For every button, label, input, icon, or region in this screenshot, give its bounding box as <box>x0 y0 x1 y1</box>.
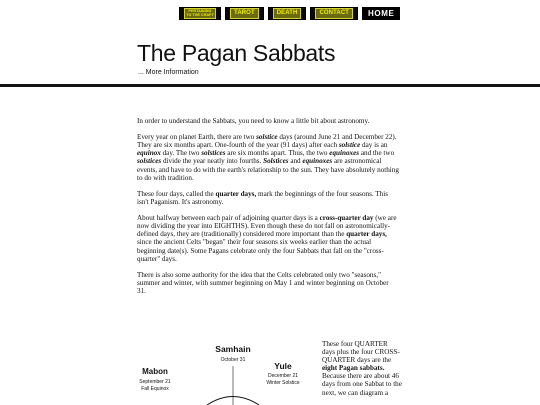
nav-death-button[interactable] <box>268 7 307 20</box>
text: day. The two <box>160 149 202 158</box>
text: divide the year neatly into fourths. <box>161 157 264 166</box>
text: days (around June 21 and December 22). They are six months apart. One-fourth of the year (91 days) after each <box>137 133 397 150</box>
emphasis: Solstices <box>263 157 289 166</box>
text: About halfway between each pair of adjoining quarter days is a <box>137 214 320 223</box>
samhain-date: October 31 <box>220 357 246 363</box>
text: These four QUARTER days plus the four CROSS-QUARTER days are the <box>322 340 400 365</box>
paragraph-seasons: There is also some authority for the idea that the Celts celebrated only two "seasons," summer and winter, with summer beginning on May 1 and winter beginning on October 31. <box>137 270 389 295</box>
top-nav <box>179 7 400 20</box>
text: and <box>288 157 303 166</box>
emphasis: equinoxes <box>329 149 360 158</box>
emphasis: equinoxes <box>302 157 333 166</box>
nav-contact-button[interactable] <box>310 7 358 20</box>
nav-death-label: DEATH <box>273 8 302 19</box>
nav-home-button[interactable] <box>362 7 400 20</box>
text: Every year on planet Earth, there are two <box>137 133 257 142</box>
mabon-note: Fall Equinox <box>141 386 169 392</box>
text: since the ancient Celts "began" their four seasons six weeks earlier than the actual beginning date(s). Some Pagans celebrate only the four Sabbats that fall on the "cross-quarter" days. <box>137 238 384 263</box>
mabon-date: September 21 <box>139 379 171 385</box>
nav-craft-button[interactable] <box>179 7 221 20</box>
sabbat-side-text <box>322 340 402 397</box>
nav-tarot-label: TAROT <box>230 8 259 19</box>
emphasis: solstice <box>256 133 278 142</box>
mabon-label: Mabon <box>142 367 168 376</box>
text: (we are now dividing the year into EIGHTHS). Even though these do not fall on astronomically-defined days, they are (traditionally) considered more important than the <box>137 214 397 239</box>
sabbat-section <box>137 340 403 405</box>
emphasis: cross-quarter day <box>319 214 374 223</box>
text: are astronomical events, and have to do with the earth's relationship to the sun. They have absolutely nothing to do with tradition. <box>137 157 399 182</box>
text: mark the beginnings of the four seasons. This isn't Paganism. It's astronomy. <box>137 189 388 206</box>
yule-label: Yule <box>274 361 292 371</box>
nav-tarot-button[interactable] <box>225 7 264 20</box>
paragraph-intro: In order to understand the Sabbats, you need to know a little bit about astronomy. <box>137 117 370 125</box>
text: day is an <box>360 141 388 150</box>
paragraph-solstices <box>137 133 399 182</box>
text: are six months apart. Thus, the two <box>225 149 330 158</box>
text: These four days, called the <box>137 189 216 198</box>
yule-note: Winter Solstice <box>266 380 300 386</box>
text: Because there are about 46 days from one Sabbat to the next, we can diagram a <box>322 372 402 397</box>
emphasis: solstices <box>137 157 162 166</box>
text: and the two <box>359 149 395 158</box>
samhain-label: Samhain <box>215 344 251 354</box>
emphasis: solstices <box>201 149 226 158</box>
article-body <box>137 117 399 303</box>
emphasis: eight Pagan sabbats. <box>322 364 385 373</box>
paragraph-quarter-days <box>137 190 399 206</box>
emphasis: solstice <box>338 141 361 150</box>
nav-craft-label: PERTAINING TO THE CRAFT <box>184 8 216 20</box>
emphasis: quarter days, <box>346 230 387 239</box>
page-subtitle: ... More Information <box>138 69 199 76</box>
paragraph-cross-quarter <box>137 214 399 263</box>
nav-home-label: HOME <box>368 9 395 18</box>
sabbat-wheel-diagram <box>137 340 317 405</box>
page-title: The Pagan Sabbats <box>137 40 336 66</box>
header-divider <box>0 84 540 87</box>
nav-contact-label: CONTACT <box>315 8 353 19</box>
emphasis: quarter days, <box>215 189 257 198</box>
emphasis: equinox <box>137 149 161 158</box>
yule-date: December 21 <box>267 373 299 379</box>
